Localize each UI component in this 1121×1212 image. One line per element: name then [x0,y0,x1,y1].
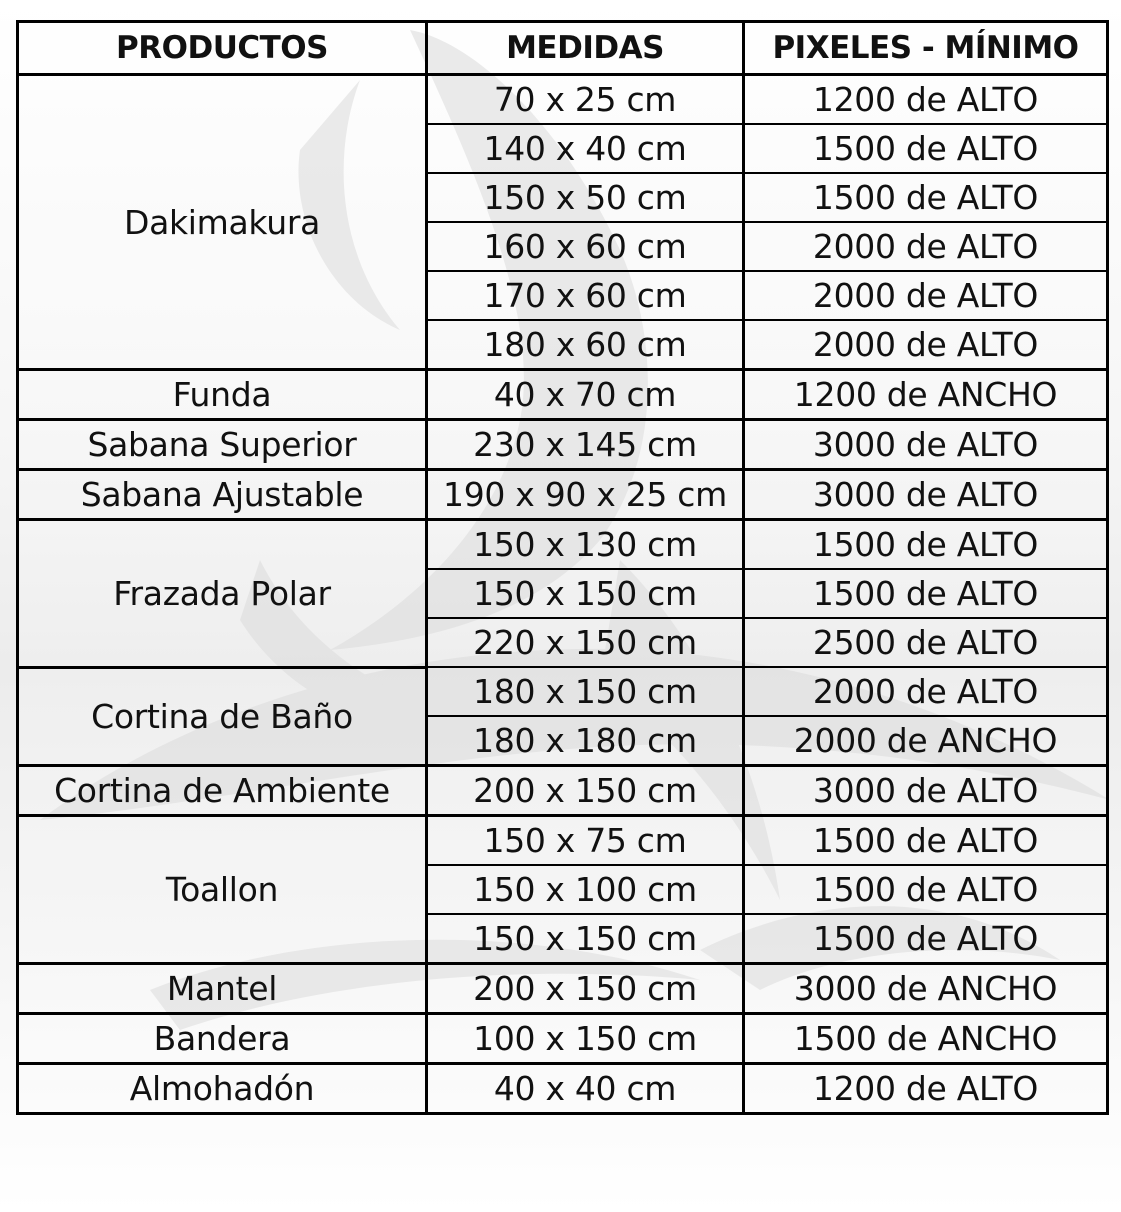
pixeles-cell: 2000 de ALTO [744,667,1108,716]
header-pixeles: PIXELES - MÍNIMO [744,22,1108,75]
table-row [18,470,1108,520]
table-row [18,75,1108,125]
medida-cell: 40 x 40 cm [427,1064,744,1114]
pixeles-cell: 1500 de ALTO [744,816,1108,866]
pixeles-cell: 3000 de ALTO [744,470,1108,520]
pixeles-cell: 1500 de ALTO [744,173,1108,222]
medida-cell: 150 x 50 cm [427,173,744,222]
medida-cell: 150 x 100 cm [427,865,744,914]
pixeles-cell: 2000 de ALTO [744,271,1108,320]
medida-cell: 160 x 60 cm [427,222,744,271]
pixeles-cell: 2000 de ALTO [744,222,1108,271]
medida-cell: 150 x 130 cm [427,520,744,570]
table-row [18,520,1108,570]
pixeles-cell: 2500 de ALTO [744,618,1108,667]
header-medidas: MEDIDAS [427,22,744,75]
medida-cell: 180 x 60 cm [427,320,744,370]
pixeles-cell: 3000 de ANCHO [744,964,1108,1014]
medida-cell: 230 x 145 cm [427,420,744,470]
medida-cell: 180 x 150 cm [427,667,744,716]
medida-cell: 70 x 25 cm [427,75,744,125]
medida-cell: 190 x 90 x 25 cm [427,470,744,520]
medida-cell: 150 x 150 cm [427,914,744,964]
pixeles-cell: 1500 de ALTO [744,865,1108,914]
header-productos: PRODUCTOS [18,22,427,75]
medida-cell: 200 x 150 cm [427,766,744,816]
product-cell: Cortina de Baño [18,667,427,766]
product-cell: Funda [18,370,427,420]
product-cell: Dakimakura [18,75,427,370]
product-cell: Sabana Superior [18,420,427,470]
pixeles-cell: 1500 de ALTO [744,520,1108,570]
table-row [18,1014,1108,1064]
medida-cell: 150 x 150 cm [427,569,744,618]
product-cell: Toallon [18,816,427,964]
table-row [18,420,1108,470]
size-spec-table [16,20,1109,1115]
header-row [18,22,1108,75]
pixeles-cell: 2000 de ALTO [744,320,1108,370]
table-row [18,964,1108,1014]
table-row [18,816,1108,866]
table-row [18,667,1108,716]
medida-cell: 180 x 180 cm [427,716,744,766]
pixeles-cell: 1500 de ALTO [744,124,1108,173]
pixeles-cell: 3000 de ALTO [744,420,1108,470]
product-cell: Sabana Ajustable [18,470,427,520]
medida-cell: 220 x 150 cm [427,618,744,667]
pixeles-cell: 3000 de ALTO [744,766,1108,816]
medida-cell: 140 x 40 cm [427,124,744,173]
table-row [18,1064,1108,1114]
product-cell: Almohadón [18,1064,427,1114]
pixeles-cell: 2000 de ANCHO [744,716,1108,766]
product-cell: Mantel [18,964,427,1014]
medida-cell: 40 x 70 cm [427,370,744,420]
pixeles-cell: 1500 de ALTO [744,914,1108,964]
pixeles-cell: 1200 de ALTO [744,75,1108,125]
medida-cell: 150 x 75 cm [427,816,744,866]
product-cell: Frazada Polar [18,520,427,668]
table-row [18,766,1108,816]
pixeles-cell: 1500 de ALTO [744,569,1108,618]
pixeles-cell: 1500 de ANCHO [744,1014,1108,1064]
product-cell: Cortina de Ambiente [18,766,427,816]
medida-cell: 170 x 60 cm [427,271,744,320]
table-row [18,370,1108,420]
pixeles-cell: 1200 de ALTO [744,1064,1108,1114]
table-body [18,75,1108,1114]
product-cell: Bandera [18,1014,427,1064]
medida-cell: 200 x 150 cm [427,964,744,1014]
medida-cell: 100 x 150 cm [427,1014,744,1064]
pixeles-cell: 1200 de ANCHO [744,370,1108,420]
